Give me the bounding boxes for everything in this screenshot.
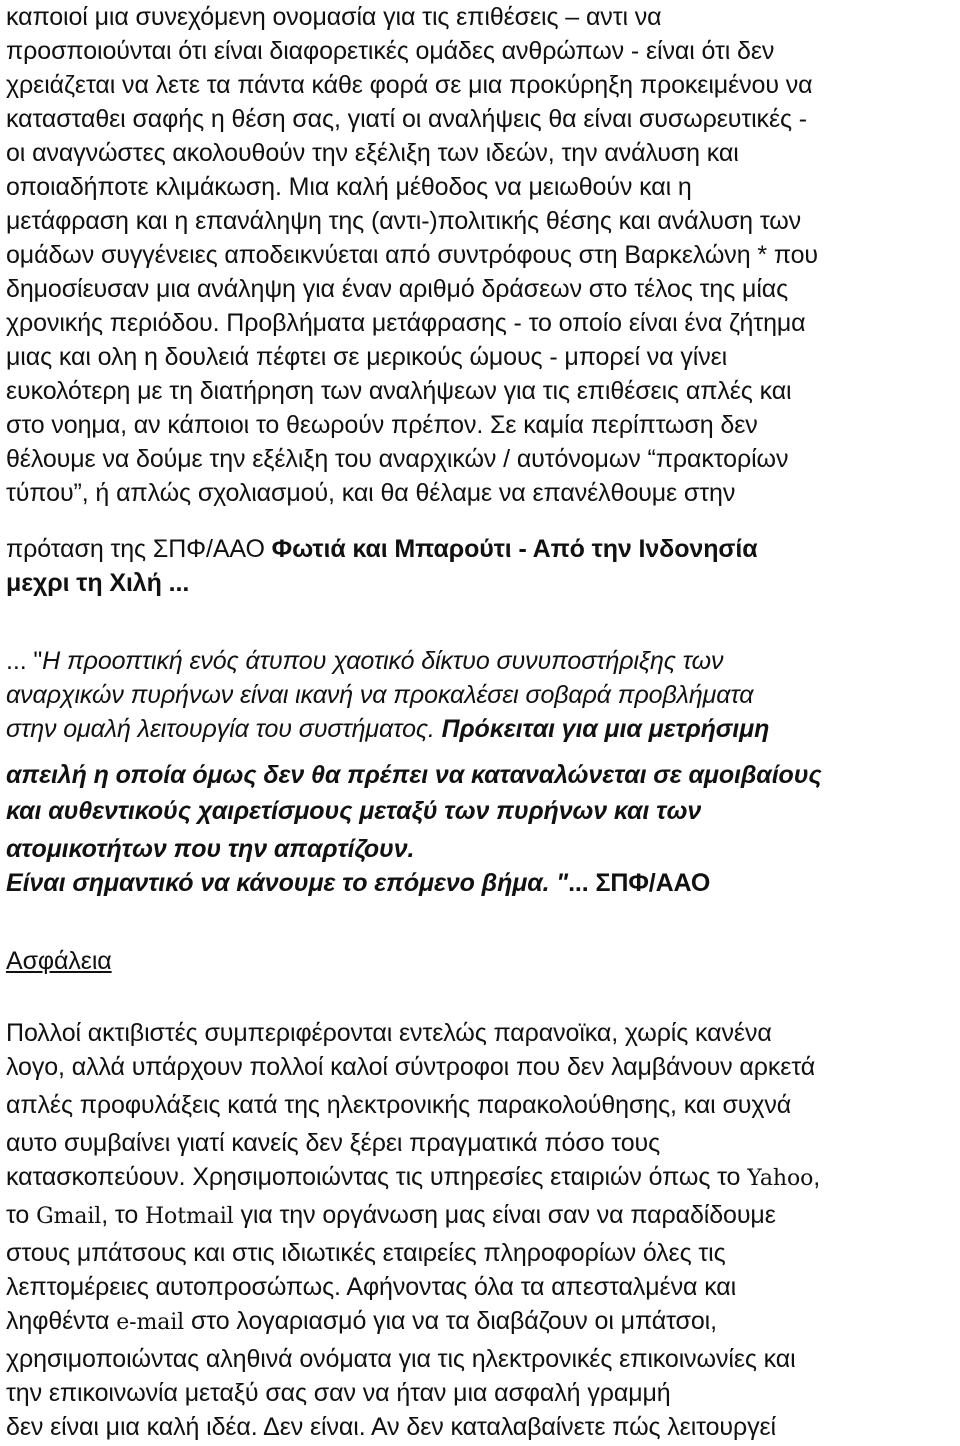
quote-line-6: ατομικοτήτων που την απαρτίζουν. xyxy=(6,835,415,863)
paragraph1-bold-tail: μεχρι τη Χιλή ... xyxy=(6,569,190,597)
yahoo-name: Yahoo xyxy=(747,1166,814,1191)
quote-prefix: ... " xyxy=(6,647,43,675)
paragraph2-line-6-to: το xyxy=(6,1201,37,1229)
paragraph1-title-bold: Φωτιά και Μπαρούτι - Από την Ινδονησία xyxy=(271,535,758,563)
paragraph1-line-7: μετάφραση και η επανάληψη της (αντι-)πολιτικής θέσης και ανάλυση των xyxy=(6,207,802,235)
quote-italic-3: στην ομαλή λειτουργία του συστήματος. xyxy=(6,715,442,743)
quote-line-5: και αυθεντικούς χαιρετίσμους μεταξύ των πυρήνων και των xyxy=(6,797,702,825)
section-heading: Ασφάλεια xyxy=(6,947,112,975)
quote-line-1 xyxy=(6,644,723,678)
paragraph2-line-1: Πολλοί ακτιβιστές συμπεριφέρονται εντελώς παρανοϊκα, χωρίς κανένα xyxy=(6,1019,772,1047)
quote-final-italic: Είναι σημαντικό να κάνουμε το επόμενο βήμα. " xyxy=(6,869,569,897)
paragraph1-line-16 xyxy=(6,532,757,566)
quote-line-7 xyxy=(6,866,710,900)
paragraph1-line-10: χρονικής περιόδου. Προβλήματα μετάφρασης - το οποίο είναι ένα ζήτημα xyxy=(6,309,806,337)
paragraph1-proposal-text: πρόταση της ΣΠΦ/ΑΑΟ xyxy=(6,535,272,563)
quote-line-4: απειλή η οποία όμως δεν θα πρέπει να καταναλώνεται σε αμοιβαίους xyxy=(6,761,822,789)
paragraph2-line-12: δεν είναι μια καλή ιδέα. Δεν είναι. Αν δεν καταλαβαίνετε πώς λειτουργεί xyxy=(6,1413,777,1441)
paragraph2-line-5-text: κατασκοπεύουν. Χρησιμοποιώντας τις υπηρεσίες εταιριών όπως το xyxy=(6,1163,748,1191)
paragraph1-line-13: στο νοημα, αν κάποιοι το θεωρούν πρέπον. Σε καμία περίπτωση δεν xyxy=(6,411,758,439)
paragraph2-line-3: απλές προφυλάξεις κατά της ηλεκτρονικής παρακολούθησης, και συχνά xyxy=(6,1091,792,1119)
paragraph2-line-9 xyxy=(6,1304,717,1340)
paragraph2-line-6-sep: , το xyxy=(101,1201,145,1229)
paragraph2-line-10: χρησιμοποιώντας αληθινά ονόματα για τις ηλεκτρονικές επικοινωνίες και xyxy=(6,1345,796,1373)
paragraph2-line-9-b: στο λογαριασμό για να τα διαβάζουν οι μπάτσοι, xyxy=(184,1307,717,1335)
gmail-name: Gmail xyxy=(36,1204,102,1229)
paragraph2-line-7: στους μπάτσους και στις ιδιωτικές εταιρείες πληροφορίων όλες τις xyxy=(6,1239,726,1267)
paragraph2-line-4: αυτο συμβαίνει γιατί κανείς δεν ξέρει πραγματικά πόσο τους xyxy=(6,1129,661,1157)
paragraph1-line-12: ευκολότερη με τη διατήρηση των αναλήψεων για τις επιθέσεις απλές και xyxy=(6,377,792,405)
quote-line-2: αναρχικών πυρήνων είναι ικανή να προκαλέσει σοβαρά προβλήματα xyxy=(6,681,754,709)
quote-bold-italic-3: Πρόκειται για μια μετρήσιμη xyxy=(441,715,770,743)
quote-italic-1: Η προοπτική ενός άτυπου χαοτικό δίκτυο συνυποστήριξης των xyxy=(42,647,724,675)
paragraph1-line-4: κατασταθει σαφής η θέση σας, γιατί οι αναλήψεις θα είναι συσωρευτικές - xyxy=(6,105,808,133)
paragraph2-line-6-rest: για την οργάνωση μας είναι σαν να παραδίδουμε xyxy=(233,1201,776,1229)
paragraph1-line-1: καποιοί μια συνεχόμενη ονομασία για τις επιθέσεις – αντι να xyxy=(6,3,662,31)
paragraph1-line-14: θέλουμε να δούμε την εξέλιξη του αναρχικών / αυτόνομων “πρακτορίων xyxy=(6,445,789,473)
paragraph1-line-2: προσποιούνται ότι είναι διαφορετικές ομάδες ανθρώπων - είναι ότι δεν xyxy=(6,37,775,65)
hotmail-name: Hotmail xyxy=(144,1204,234,1229)
paragraph1-line-5: οι αναγνώστες ακολουθούν την εξέλιξη των ιδεών, την ανάλυση και xyxy=(6,139,739,167)
quote-signature: ... ΣΠΦ/ΑΑΟ xyxy=(568,869,711,897)
paragraph1-line-9: δημοσίευσαν μια ανάληψη για έναν αριθμό δράσεων στο τέλος της μίας xyxy=(6,275,789,303)
email-word: e-mail xyxy=(116,1310,185,1335)
paragraph1-line-3: χρειάζεται να λετε τα πάντα κάθε φορά σε μια προκύρηξη προκειμένου να xyxy=(6,71,813,99)
paragraph2-line-6 xyxy=(6,1198,776,1234)
paragraph2-line-2: λογο, αλλά υπάρχουν πολλοί καλοί σύντροφοι που δεν λαμβάνουν αρκετά xyxy=(6,1053,816,1081)
paragraph1-line-15: τύπου”, ή απλώς σχολιασμού, και θα θέλαμε να επανέλθουμε στην xyxy=(6,479,736,507)
quote-line-3 xyxy=(6,712,769,746)
paragraph1-line-11: μιας και ολη η δουλειά πέφτει σε μερικούς ώμους - μπορεί να γίνει xyxy=(6,343,728,371)
paragraph1-line-6: οποιαδήποτε κλιμάκωση. Μια καλή μέθοδος να μειωθούν και η xyxy=(6,173,692,201)
paragraph2-line-8: λεπτομέρειες αυτοπροσώπως. Αφήνοντας όλα τα απεσταλμένα και xyxy=(6,1273,737,1301)
paragraph2-line-5-comma: , xyxy=(813,1163,821,1191)
paragraph2-line-11: την επικοινωνία μεταξύ σας σαν να ήταν μια ασφαλή γραμμή xyxy=(6,1379,671,1407)
paragraph2-line-5 xyxy=(6,1160,820,1196)
paragraph2-line-9-a: ληφθέντα xyxy=(6,1307,117,1335)
paragraph1-line-8: ομάδων συγγένειες αποδεικνύεται από συντρόφους στη Βαρκελώνη * που xyxy=(6,241,819,269)
